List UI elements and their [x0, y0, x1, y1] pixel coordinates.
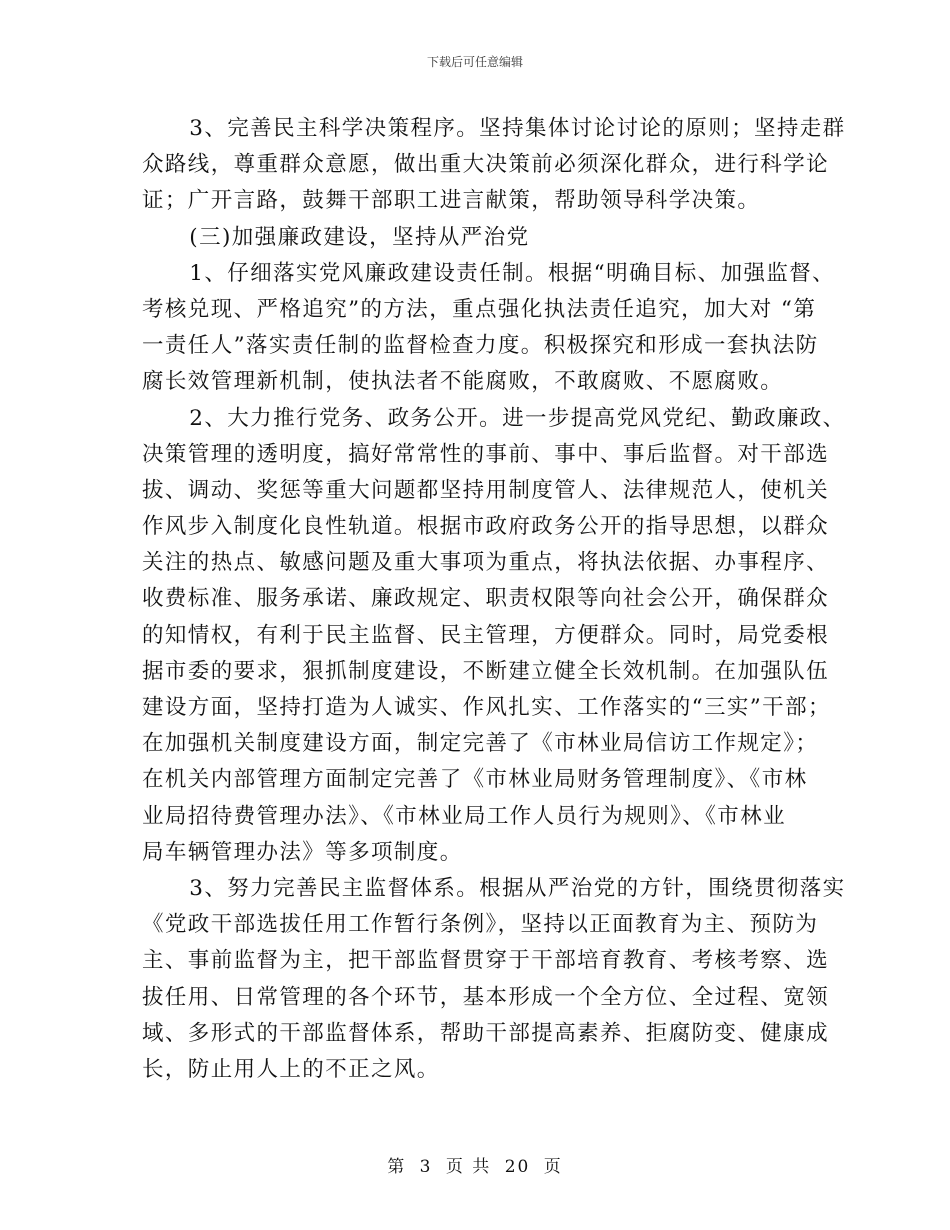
text-line: 拔、调动、奖惩等重大问题都坚持用制度管人、法律规范人，使机关 [142, 477, 830, 503]
page-footer [0, 1152, 950, 1177]
text-line: 据市委的要求，狠抓制度建设，不断建立健全长效机制。在加强队伍 [142, 658, 830, 684]
footer-prefix: 第 [387, 1157, 407, 1177]
text-line: 2、大力推行党务、政务公开。进一步提高党风党纪、勤政廉政、 [189, 405, 846, 431]
text-line: 局车辆管理办法》等多项制度。 [142, 839, 463, 865]
text-line: 关注的热点、敏感问题及重大事项为重点，将执法依据、办事程序、 [142, 550, 830, 576]
text-line: 证；广开言路，鼓舞干部职工进言献策，帮助领导科学决策。 [142, 188, 761, 214]
text-line: 考核兑现、严格追究”的方法，重点强化执法责任追究，加大对 “第 [142, 296, 817, 322]
text-line: 腐长效管理新机制，使执法者不能腐败，不敢腐败、不愿腐败。 [142, 369, 784, 395]
text-line: (三)加强廉政建设，坚持从严治党 [189, 224, 530, 250]
text-line: 3、完善民主科学决策程序。坚持集体讨论讨论的原则；坚持走群 [189, 116, 846, 141]
page-header: 下载后可任意编辑 [426, 55, 523, 69]
text-line: 建设方面，坚持打造为人诚实、作风扎实、工作落实的“三实”干部； [142, 695, 831, 720]
text-line: 业局招待费管理办法》、《市林业局工作人员行为规则》、《市林业 [142, 803, 787, 829]
text-line: 《党政干部选拔任用工作暂行条例》，坚持以正面教育为主、预防为 [142, 912, 819, 938]
text-line: 域、多形式的干部监督体系，帮助干部提高素养、拒腐防变、健康成 [142, 1020, 830, 1046]
text-line: 在机关内部管理方面制定完善了《市林业局财务管理制度》、《市林 [142, 767, 808, 793]
text-line: 作风步入制度化良性轨道。根据市政府政务公开的指导思想，以群众 [142, 514, 830, 540]
text-line: 决策管理的透明度，搞好常常性的事前、事中、事后监督。对干部选 [142, 441, 830, 467]
text-line: 3、努力完善民主监督体系。根据从严治党的方针，围绕贯彻落实 [189, 875, 846, 901]
text-line: 一责任人”落实责任制的监督检查力度。积极探究和形成一套执法防 [142, 333, 819, 359]
footer-suffix: 页 [543, 1157, 563, 1177]
footer-total-pages: 20 [504, 1157, 531, 1177]
text-line: 在加强机关制度建设方面，制定完善了《市林业局信访工作规定》； [142, 731, 819, 757]
text-line: 长，防止用人上的不正之风。 [142, 1056, 440, 1082]
text-line: 收费标准、服务承诺、廉政规定、职责权限等向社会公开，确保群众 [142, 586, 830, 612]
text-line: 的知情权，有利于民主监督、民主管理，方便群众。同时，局党委根 [142, 622, 830, 648]
text-line: 1、仔细落实党风廉政建设责任制。根据“明确目标、加强监督、 [189, 260, 836, 286]
text-line: 主、事前监督为主，把干部监督贯穿于干部培育教育、考核考察、选 [142, 948, 830, 974]
footer-current-page: 3 [419, 1157, 433, 1177]
text-line: 众路线，尊重群众意愿，做出重大决策前必须深化群众，进行科学论 [142, 152, 830, 178]
text-line: 拔任用、日常管理的各个环节，基本形成一个全方位、全过程、宽领 [142, 984, 830, 1010]
footer-middle: 页 共 [445, 1157, 492, 1177]
document-body [142, 111, 846, 1088]
